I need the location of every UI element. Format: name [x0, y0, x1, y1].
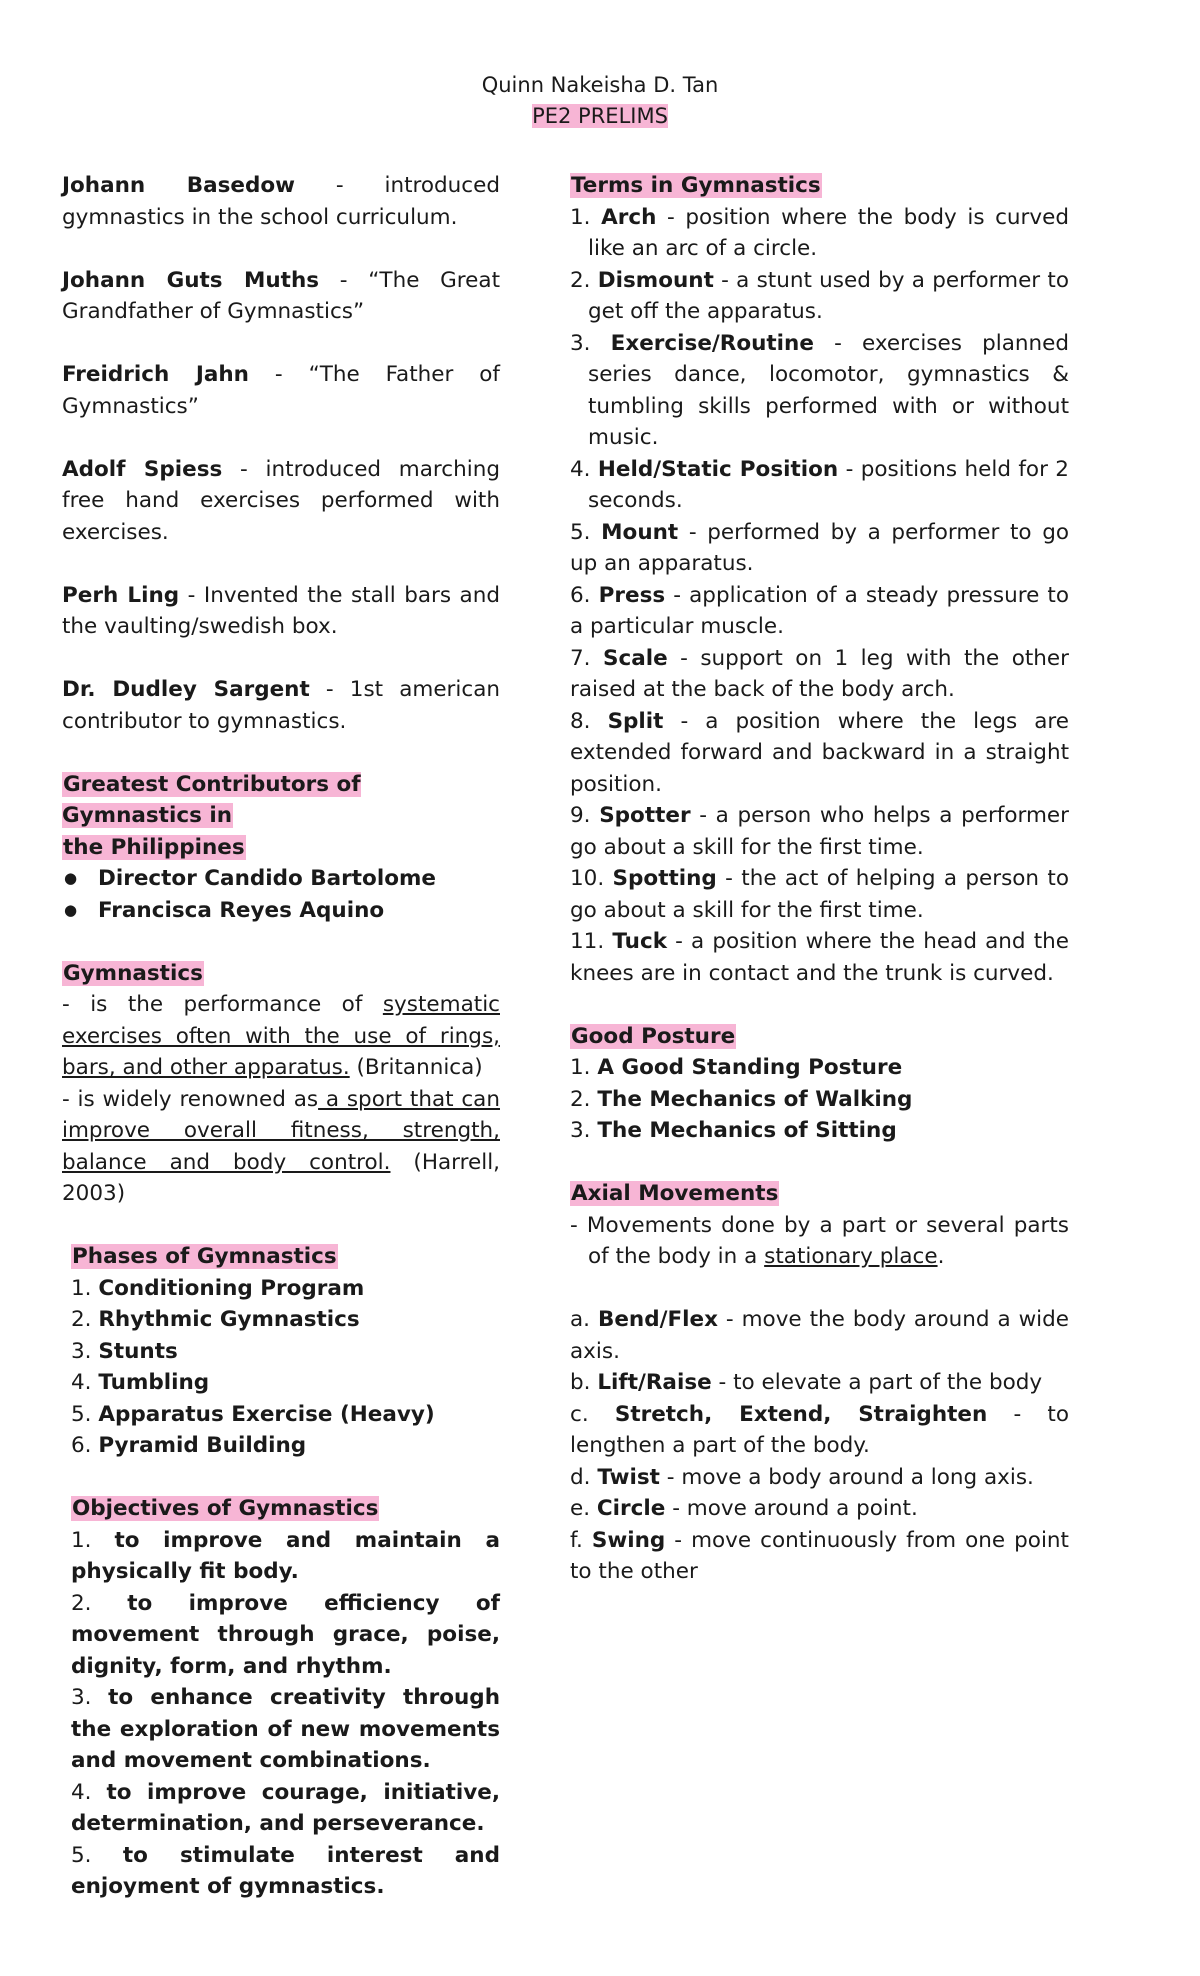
contributor-entry — [62, 580, 500, 643]
page-header — [0, 70, 1200, 132]
axial-item: e. Circle - move around a point. — [570, 1496, 918, 1521]
contributor-desc: - “The Great Grandfather of Gymnastics” — [62, 267, 501, 324]
section-heading-objectives: Objectives of Gymnastics — [72, 1496, 379, 1521]
list-item: ● Director Candido Bartolome — [62, 863, 500, 895]
contributor-entry — [62, 359, 500, 422]
term-item: 5. Mount - performed by a performer to go up an apparatus. — [570, 519, 1069, 576]
term-item: 10. Spotting - the act of helping a person to go about a skill for the first time. — [570, 866, 1069, 923]
term-item: 1. Arch - position where the body is curved like an arc of a circle. — [570, 204, 1069, 261]
contributor-name: Johann Basedow — [62, 173, 296, 198]
contributor-entry — [62, 265, 500, 328]
section-heading-phases: Phases of Gymnastics — [72, 1244, 337, 1269]
term-item: 2. Dismount - a stunt used by a performer to get off the apparatus. — [570, 267, 1069, 324]
section-heading-axial: Axial Movements — [571, 1181, 779, 1206]
contributor-desc: - 1st american contributor to gymnastics. — [62, 677, 500, 734]
list-item: 2. The Mechanics of Walking — [570, 1086, 913, 1112]
author-name: Quinn Nakeisha D. Tan — [481, 73, 719, 97]
list-item: 3. The Mechanics of Sitting — [570, 1118, 897, 1143]
list-item: 2. Rhythmic Gymnastics — [71, 1307, 360, 1332]
contributor-desc: - introduced marching free hand exercises performed with exercises. — [62, 456, 500, 545]
contributor-name: Adolf Spiess — [62, 456, 223, 482]
axial-definition: - Movements done by a part or several parts of the body in a stationary place. — [570, 1212, 1069, 1269]
left-column — [62, 170, 500, 1903]
list-item: 6. Pyramid Building — [71, 1433, 307, 1458]
gymnastics-definition-1: - is the performance of systematic exercises often with the use of rings, bars, and other apparatus. (Britannica) — [62, 992, 500, 1080]
list-item: 1. A Good Standing Posture — [570, 1055, 903, 1080]
axial-item: f. Swing - move continuously from one point to the other — [570, 1527, 1069, 1584]
contributor-name: Freidrich Jahn — [62, 362, 249, 387]
contributor-entry — [62, 674, 500, 737]
term-item: 11. Tuck - a position where the head and the knees are in contact and the trunk is curved. — [570, 929, 1069, 986]
list-item: 2. to improve efficiency of movement through grace, poise, dignity, form, and rhythm. — [71, 1590, 500, 1679]
axial-item: c. Stretch, Extend, Straighten - to lengthen a part of the body. — [570, 1401, 1069, 1458]
list-item: 5. to stimulate interest and enjoyment of gymnastics. — [71, 1842, 500, 1899]
section-heading-terms: Terms in Gymnastics — [571, 173, 821, 198]
contributor-entry — [62, 454, 500, 549]
contributor-name: Perh Ling — [62, 582, 180, 608]
term-item: 7. Scale - support on 1 leg with the other raised at the back of the body arch. — [570, 645, 1069, 702]
axial-item: a. Bend/Flex - move the body around a wide axis. — [570, 1307, 1070, 1364]
list-item: 3. to enhance creativity through the exploration of new movements and movement combinations. — [71, 1685, 500, 1773]
term-item: 4. Held/Static Position - positions held for 2 seconds. — [570, 456, 1069, 513]
contributor-desc: - introduced gymnastics in the school curriculum. — [62, 173, 501, 230]
list-item: 4. to improve courage, initiative, determination, and perseverance. — [71, 1779, 500, 1836]
right-column — [570, 170, 1069, 1588]
section-heading-ph-contributors: Greatest Contributors of Gymnastics in the Philippines — [62, 771, 361, 860]
section-heading-posture: Good Posture — [571, 1023, 736, 1049]
term-item: 3. Exercise/Routine - exercises planned series dance, locomotor, gymnastics & tumbling skills performed with or without music. — [570, 330, 1069, 450]
section-heading-gymnastics: Gymnastics — [63, 960, 203, 986]
list-item: 1. Conditioning Program — [71, 1275, 365, 1301]
term-item: 8. Split - a position where the legs are extended forward and backward in a straight position. — [570, 708, 1069, 797]
list-item: 1. to improve and maintain a physically fit body. — [71, 1527, 500, 1584]
contributor-name: Johann Guts Muths — [62, 267, 320, 293]
axial-item: d. Twist - move a body around a long axis. — [570, 1464, 1034, 1490]
list-item: 3. Stunts — [71, 1338, 178, 1364]
gymnastics-definition-2: - is widely renowned as a sport that can improve overall fitness, strength, balance and body control. (Harrell, 2003) — [62, 1086, 500, 1206]
term-item: 9. Spotter - a person who helps a performer go about a skill for the first time. — [570, 803, 1069, 860]
list-item: 5. Apparatus Exercise (Heavy) — [71, 1401, 435, 1427]
contributor-name: Dr. Dudley Sargent — [62, 677, 310, 702]
list-item: 4. Tumbling — [71, 1370, 210, 1395]
course-title: PE2 PRELIMS — [532, 104, 668, 128]
term-item: 6. Press - application of a steady pressure to a particular muscle. — [570, 582, 1069, 639]
contributor-entry — [62, 170, 500, 233]
axial-item: b. Lift/Raise - to elevate a part of the body — [570, 1370, 1043, 1395]
ph-contributors-list — [62, 863, 500, 926]
contributor-desc: - “The Father of Gymnastics” — [62, 362, 500, 419]
contributor-desc: - Invented the stall bars and the vaulting/swedish box. — [62, 582, 501, 639]
list-item: ● Francisca Reyes Aquino — [62, 895, 500, 927]
